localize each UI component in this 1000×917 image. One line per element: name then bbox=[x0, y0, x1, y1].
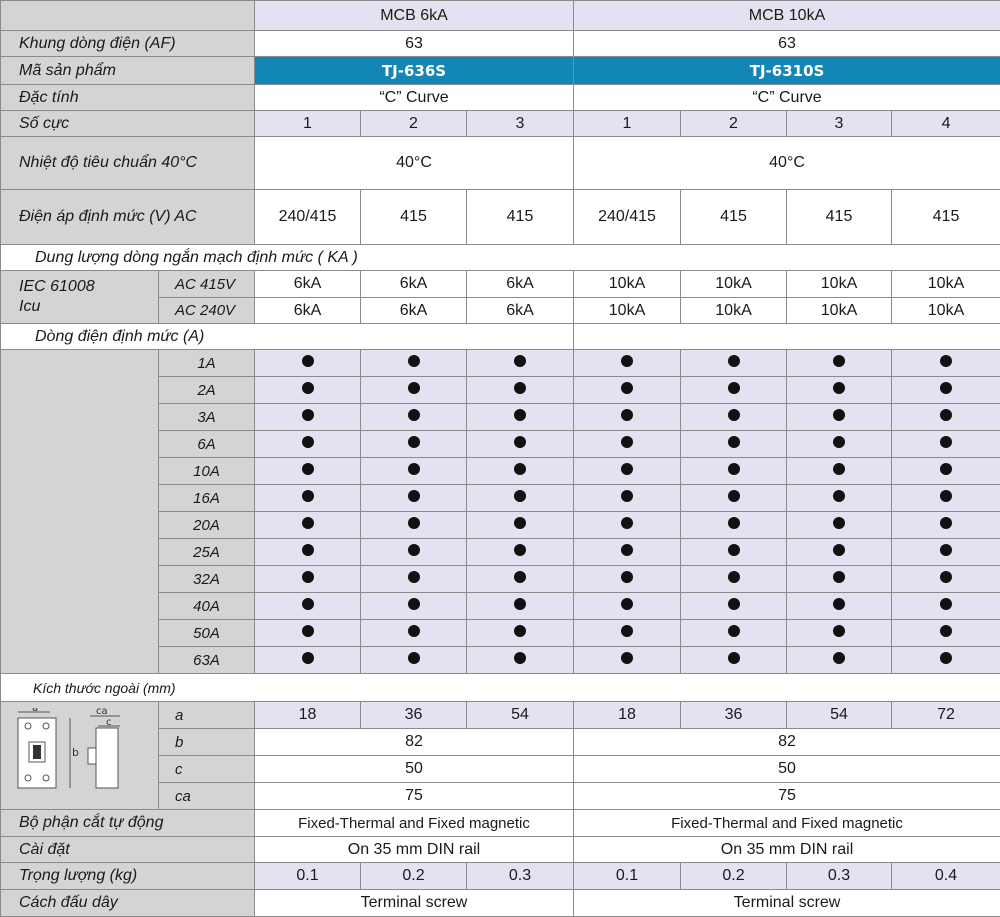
rating-availability-cell bbox=[787, 647, 892, 674]
rating-availability-cell bbox=[467, 539, 574, 566]
weight-value-cell: 0.2 bbox=[681, 863, 787, 890]
rating-availability-cell bbox=[574, 512, 681, 539]
available-dot-icon bbox=[408, 571, 420, 583]
available-dot-icon bbox=[940, 463, 952, 475]
rating-availability-cell bbox=[255, 350, 361, 377]
trip-10ka: Fixed-Thermal and Fixed magnetic bbox=[574, 810, 1000, 837]
rating-availability-cell bbox=[574, 485, 681, 512]
wiring-6ka: Terminal screw bbox=[255, 890, 574, 917]
rating-availability-cell bbox=[255, 512, 361, 539]
rating-availability-cell bbox=[574, 566, 681, 593]
rating-availability-cell bbox=[361, 566, 467, 593]
rating-availability-cell bbox=[681, 431, 787, 458]
rating-availability-cell bbox=[361, 512, 467, 539]
poles-label: Số cực bbox=[1, 111, 255, 137]
available-dot-icon bbox=[621, 625, 633, 637]
rating-availability-cell bbox=[787, 566, 892, 593]
trip-6ka: Fixed-Thermal and Fixed magnetic bbox=[255, 810, 574, 837]
temperature-6ka: 40°C bbox=[255, 137, 574, 190]
rating-availability-cell bbox=[255, 566, 361, 593]
dimension-a-value: 18 bbox=[574, 702, 681, 729]
rating-availability-cell bbox=[574, 539, 681, 566]
available-dot-icon bbox=[408, 382, 420, 394]
breaking-capacity-cell: 6kA bbox=[361, 298, 467, 324]
available-dot-icon bbox=[728, 409, 740, 421]
dimension-a-value: 36 bbox=[681, 702, 787, 729]
available-dot-icon bbox=[728, 598, 740, 610]
available-dot-icon bbox=[940, 436, 952, 448]
available-dot-icon bbox=[728, 571, 740, 583]
rating-availability-cell bbox=[787, 377, 892, 404]
available-dot-icon bbox=[940, 544, 952, 556]
available-dot-icon bbox=[621, 463, 633, 475]
rating-availability-cell bbox=[787, 350, 892, 377]
weight-value-cell: 0.4 bbox=[892, 863, 1000, 890]
rating-availability-cell bbox=[787, 512, 892, 539]
frame-label: Khung dòng điện (AF) bbox=[1, 31, 255, 57]
rating-availability-cell bbox=[681, 539, 787, 566]
breaking-capacity-cell: 6kA bbox=[255, 298, 361, 324]
available-dot-icon bbox=[621, 544, 633, 556]
available-dot-icon bbox=[940, 382, 952, 394]
available-dot-icon bbox=[728, 544, 740, 556]
available-dot-icon bbox=[833, 652, 845, 664]
temperature-label: Nhiệt độ tiêu chuẩn 40°C bbox=[1, 137, 255, 190]
available-dot-icon bbox=[940, 490, 952, 502]
diagram-label-a: a bbox=[32, 708, 38, 714]
frame-value-6ka: 63 bbox=[255, 31, 574, 57]
voltage-value-cell: 415 bbox=[467, 190, 574, 245]
rating-availability-cell bbox=[892, 431, 1000, 458]
header-mcb-6ka: MCB 6kA bbox=[255, 1, 574, 31]
diagram-label-b: b bbox=[72, 746, 79, 759]
rating-availability-cell bbox=[681, 512, 787, 539]
rating-availability-cell bbox=[681, 566, 787, 593]
available-dot-icon bbox=[728, 463, 740, 475]
dimension-ca-6ka: 75 bbox=[255, 783, 574, 810]
rating-availability-cell bbox=[574, 404, 681, 431]
rating-availability-cell bbox=[892, 404, 1000, 431]
rating-availability-cell bbox=[467, 593, 574, 620]
rating-availability-cell bbox=[361, 539, 467, 566]
rating-availability-cell bbox=[467, 404, 574, 431]
temperature-10ka: 40°C bbox=[574, 137, 1000, 190]
rating-availability-cell bbox=[892, 458, 1000, 485]
available-dot-icon bbox=[302, 490, 314, 502]
available-dot-icon bbox=[833, 544, 845, 556]
breaking-sub-label: AC 415V bbox=[159, 271, 255, 298]
pole-count-cell: 1 bbox=[574, 111, 681, 137]
available-dot-icon bbox=[514, 571, 526, 583]
rating-availability-cell bbox=[787, 431, 892, 458]
rating-availability-cell bbox=[574, 458, 681, 485]
available-dot-icon bbox=[408, 436, 420, 448]
available-dot-icon bbox=[514, 652, 526, 664]
dimension-name: c bbox=[159, 756, 255, 783]
header-blank bbox=[1, 1, 255, 31]
rating-availability-cell bbox=[574, 377, 681, 404]
rating-availability-cell bbox=[255, 431, 361, 458]
available-dot-icon bbox=[514, 517, 526, 529]
iec-standard-line1: IEC 61008 bbox=[19, 277, 158, 297]
rating-availability-cell bbox=[255, 593, 361, 620]
voltage-value-cell: 240/415 bbox=[255, 190, 361, 245]
rating-availability-cell bbox=[467, 512, 574, 539]
rating-availability-cell bbox=[892, 485, 1000, 512]
rating-availability-cell bbox=[574, 350, 681, 377]
pole-count-cell: 3 bbox=[787, 111, 892, 137]
available-dot-icon bbox=[728, 436, 740, 448]
voltage-value-cell: 415 bbox=[361, 190, 467, 245]
available-dot-icon bbox=[514, 409, 526, 421]
voltage-label: Điện áp định mức (V) AC bbox=[1, 190, 255, 245]
available-dot-icon bbox=[728, 625, 740, 637]
available-dot-icon bbox=[833, 463, 845, 475]
rating-label: 40A bbox=[159, 593, 255, 620]
available-dot-icon bbox=[940, 409, 952, 421]
available-dot-icon bbox=[621, 517, 633, 529]
rating-availability-cell bbox=[467, 350, 574, 377]
available-dot-icon bbox=[940, 598, 952, 610]
dimension-a-value: 72 bbox=[892, 702, 1000, 729]
rating-availability-cell bbox=[361, 431, 467, 458]
available-dot-icon bbox=[728, 382, 740, 394]
available-dot-icon bbox=[302, 436, 314, 448]
available-dot-icon bbox=[833, 409, 845, 421]
pole-count-cell: 2 bbox=[681, 111, 787, 137]
rating-availability-cell bbox=[467, 458, 574, 485]
diagram-label-ca: ca bbox=[96, 708, 108, 717]
rating-availability-cell bbox=[787, 620, 892, 647]
pole-count-cell: 1 bbox=[255, 111, 361, 137]
dimension-b-6ka: 82 bbox=[255, 729, 574, 756]
product-label: Mã sản phẩm bbox=[1, 57, 255, 85]
mounting-label: Cài đặt bbox=[1, 837, 255, 863]
rating-availability-cell bbox=[255, 404, 361, 431]
dimension-c-10ka: 50 bbox=[574, 756, 1000, 783]
rating-availability-cell bbox=[574, 431, 681, 458]
dimension-a-value: 54 bbox=[787, 702, 892, 729]
available-dot-icon bbox=[408, 544, 420, 556]
breaking-capacity-cell: 6kA bbox=[361, 271, 467, 298]
rating-availability-cell bbox=[892, 566, 1000, 593]
available-dot-icon bbox=[621, 652, 633, 664]
rating-availability-cell bbox=[255, 539, 361, 566]
frame-value-10ka: 63 bbox=[574, 31, 1000, 57]
rating-availability-cell bbox=[467, 566, 574, 593]
breaking-capacity-cell: 10kA bbox=[892, 271, 1000, 298]
voltage-value-cell: 415 bbox=[681, 190, 787, 245]
rating-availability-cell bbox=[787, 404, 892, 431]
available-dot-icon bbox=[302, 544, 314, 556]
available-dot-icon bbox=[833, 625, 845, 637]
rating-availability-cell bbox=[892, 593, 1000, 620]
dimension-ca-10ka: 75 bbox=[574, 783, 1000, 810]
product-code-10ka: TJ-6310S bbox=[574, 57, 1000, 85]
rating-availability-cell bbox=[361, 620, 467, 647]
available-dot-icon bbox=[408, 652, 420, 664]
rating-label: 2A bbox=[159, 377, 255, 404]
rating-row bbox=[1, 350, 1000, 377]
available-dot-icon bbox=[302, 463, 314, 475]
rating-label: 6A bbox=[159, 431, 255, 458]
weight-value-cell: 0.1 bbox=[255, 863, 361, 890]
rating-availability-cell bbox=[255, 647, 361, 674]
dimension-a-value: 54 bbox=[467, 702, 574, 729]
rating-availability-cell bbox=[787, 593, 892, 620]
rating-label: 10A bbox=[159, 458, 255, 485]
rating-availability-cell bbox=[255, 458, 361, 485]
available-dot-icon bbox=[833, 355, 845, 367]
rating-availability-cell bbox=[361, 647, 467, 674]
rating-label: 3A bbox=[159, 404, 255, 431]
rating-availability-cell bbox=[892, 539, 1000, 566]
dimension-a-value: 36 bbox=[361, 702, 467, 729]
dimension-a-value: 18 bbox=[255, 702, 361, 729]
rating-availability-cell bbox=[467, 647, 574, 674]
rating-label: 50A bbox=[159, 620, 255, 647]
breaking-capacity-cell: 6kA bbox=[467, 271, 574, 298]
breaking-capacity-cell: 6kA bbox=[467, 298, 574, 324]
available-dot-icon bbox=[621, 436, 633, 448]
rating-availability-cell bbox=[681, 593, 787, 620]
rating-label: 63A bbox=[159, 647, 255, 674]
available-dot-icon bbox=[621, 382, 633, 394]
rating-availability-cell bbox=[787, 539, 892, 566]
rating-availability-cell bbox=[255, 485, 361, 512]
rating-availability-cell bbox=[467, 431, 574, 458]
weight-value-cell: 0.2 bbox=[361, 863, 467, 890]
rating-availability-cell bbox=[255, 377, 361, 404]
pole-count-cell: 2 bbox=[361, 111, 467, 137]
rating-availability-cell bbox=[681, 377, 787, 404]
available-dot-icon bbox=[621, 355, 633, 367]
weight-value-cell: 0.3 bbox=[787, 863, 892, 890]
breaker-side-shape bbox=[96, 728, 118, 788]
available-dot-icon bbox=[621, 598, 633, 610]
rating-availability-cell bbox=[787, 458, 892, 485]
rating-blank-cell bbox=[1, 350, 159, 674]
rating-availability-cell bbox=[681, 404, 787, 431]
breaking-capacity-cell: 6kA bbox=[255, 271, 361, 298]
breaking-capacity-cell: 10kA bbox=[574, 271, 681, 298]
available-dot-icon bbox=[940, 517, 952, 529]
available-dot-icon bbox=[833, 382, 845, 394]
available-dot-icon bbox=[728, 355, 740, 367]
available-dot-icon bbox=[833, 436, 845, 448]
voltage-value-cell: 415 bbox=[787, 190, 892, 245]
available-dot-icon bbox=[514, 463, 526, 475]
iec-standard-line2: Icu bbox=[19, 297, 158, 317]
available-dot-icon bbox=[302, 652, 314, 664]
mounting-6ka: On 35 mm DIN rail bbox=[255, 837, 574, 863]
available-dot-icon bbox=[302, 355, 314, 367]
rating-availability-cell bbox=[574, 620, 681, 647]
characteristic-label: Đặc tính bbox=[1, 85, 255, 111]
rating-availability-cell bbox=[892, 620, 1000, 647]
available-dot-icon bbox=[302, 382, 314, 394]
pole-count-cell: 3 bbox=[467, 111, 574, 137]
available-dot-icon bbox=[833, 598, 845, 610]
dimension-name: b bbox=[159, 729, 255, 756]
rating-availability-cell bbox=[361, 350, 467, 377]
product-code-6ka: TJ-636S bbox=[255, 57, 574, 85]
available-dot-icon bbox=[408, 517, 420, 529]
dimension-b-10ka: 82 bbox=[574, 729, 1000, 756]
rating-label: 16A bbox=[159, 485, 255, 512]
available-dot-icon bbox=[302, 598, 314, 610]
rating-availability-cell bbox=[467, 620, 574, 647]
characteristic-6ka: “C” Curve bbox=[255, 85, 574, 111]
header-mcb-10ka: MCB 10kA bbox=[574, 1, 1000, 31]
breaking-capacity-cell: 10kA bbox=[574, 298, 681, 324]
rating-availability-cell bbox=[255, 620, 361, 647]
rating-availability-cell bbox=[681, 458, 787, 485]
dimensions-label: Kích thước ngoài (mm) bbox=[1, 674, 1000, 702]
available-dot-icon bbox=[302, 571, 314, 583]
available-dot-icon bbox=[408, 355, 420, 367]
rated-current-blank bbox=[574, 324, 1000, 350]
available-dot-icon bbox=[833, 571, 845, 583]
available-dot-icon bbox=[833, 490, 845, 502]
rating-availability-cell bbox=[574, 593, 681, 620]
weight-value-cell: 0.1 bbox=[574, 863, 681, 890]
available-dot-icon bbox=[408, 598, 420, 610]
rating-availability-cell bbox=[681, 620, 787, 647]
available-dot-icon bbox=[940, 355, 952, 367]
available-dot-icon bbox=[514, 490, 526, 502]
weight-value-cell: 0.3 bbox=[467, 863, 574, 890]
voltage-value-cell: 415 bbox=[892, 190, 1000, 245]
dimension-c-6ka: 50 bbox=[255, 756, 574, 783]
rated-current-label: Dòng điện định mức (A) bbox=[1, 324, 574, 350]
available-dot-icon bbox=[408, 409, 420, 421]
diagram-label-c: c bbox=[106, 717, 112, 728]
breaking-capacity-cell: 10kA bbox=[892, 298, 1000, 324]
breaking-capacity-cell: 10kA bbox=[681, 298, 787, 324]
available-dot-icon bbox=[408, 490, 420, 502]
dimension-diagram-cell bbox=[1, 702, 159, 810]
available-dot-icon bbox=[728, 652, 740, 664]
rating-availability-cell bbox=[361, 485, 467, 512]
rating-availability-cell bbox=[467, 485, 574, 512]
available-dot-icon bbox=[621, 571, 633, 583]
available-dot-icon bbox=[302, 625, 314, 637]
available-dot-icon bbox=[514, 382, 526, 394]
mounting-10ka: On 35 mm DIN rail bbox=[574, 837, 1000, 863]
rating-availability-cell bbox=[467, 377, 574, 404]
rating-availability-cell bbox=[681, 485, 787, 512]
available-dot-icon bbox=[833, 517, 845, 529]
available-dot-icon bbox=[728, 517, 740, 529]
breaking-capacity-cell: 10kA bbox=[787, 298, 892, 324]
available-dot-icon bbox=[940, 625, 952, 637]
rating-label: 25A bbox=[159, 539, 255, 566]
dimension-name: ca bbox=[159, 783, 255, 810]
rating-availability-cell bbox=[892, 350, 1000, 377]
available-dot-icon bbox=[728, 490, 740, 502]
rating-label: 1A bbox=[159, 350, 255, 377]
characteristic-10ka: “C” Curve bbox=[574, 85, 1000, 111]
available-dot-icon bbox=[302, 409, 314, 421]
rating-label: 20A bbox=[159, 512, 255, 539]
rating-availability-cell bbox=[574, 647, 681, 674]
available-dot-icon bbox=[302, 517, 314, 529]
breaker-dimension-diagram bbox=[10, 708, 150, 798]
available-dot-icon bbox=[408, 625, 420, 637]
wiring-label: Cách đấu dây bbox=[1, 890, 255, 917]
trip-label: Bộ phận cắt tự động bbox=[1, 810, 255, 837]
rating-availability-cell bbox=[681, 647, 787, 674]
dimension-name: a bbox=[159, 702, 255, 729]
rating-availability-cell bbox=[787, 485, 892, 512]
iec-standard-label bbox=[1, 271, 159, 324]
available-dot-icon bbox=[408, 463, 420, 475]
available-dot-icon bbox=[514, 598, 526, 610]
wiring-10ka: Terminal screw bbox=[574, 890, 1000, 917]
pole-count-cell: 4 bbox=[892, 111, 1000, 137]
voltage-value-cell: 240/415 bbox=[574, 190, 681, 245]
breaking-capacity-cell: 10kA bbox=[681, 271, 787, 298]
breaking-sub-label: AC 240V bbox=[159, 298, 255, 324]
rating-label: 32A bbox=[159, 566, 255, 593]
available-dot-icon bbox=[514, 355, 526, 367]
breaking-capacity-cell: 10kA bbox=[787, 271, 892, 298]
available-dot-icon bbox=[514, 544, 526, 556]
rating-availability-cell bbox=[361, 458, 467, 485]
available-dot-icon bbox=[621, 490, 633, 502]
rating-availability-cell bbox=[681, 350, 787, 377]
breaking-section-label: Dung lượng dòng ngắn mạch định mức ( KA ) bbox=[1, 245, 1000, 271]
rating-availability-cell bbox=[892, 512, 1000, 539]
available-dot-icon bbox=[940, 571, 952, 583]
rating-availability-cell bbox=[361, 593, 467, 620]
rating-availability-cell bbox=[892, 647, 1000, 674]
available-dot-icon bbox=[621, 409, 633, 421]
available-dot-icon bbox=[940, 652, 952, 664]
rating-availability-cell bbox=[892, 377, 1000, 404]
rating-availability-cell bbox=[361, 377, 467, 404]
available-dot-icon bbox=[514, 436, 526, 448]
weight-label: Trọng lượng (kg) bbox=[1, 863, 255, 890]
rating-availability-cell bbox=[361, 404, 467, 431]
available-dot-icon bbox=[514, 625, 526, 637]
